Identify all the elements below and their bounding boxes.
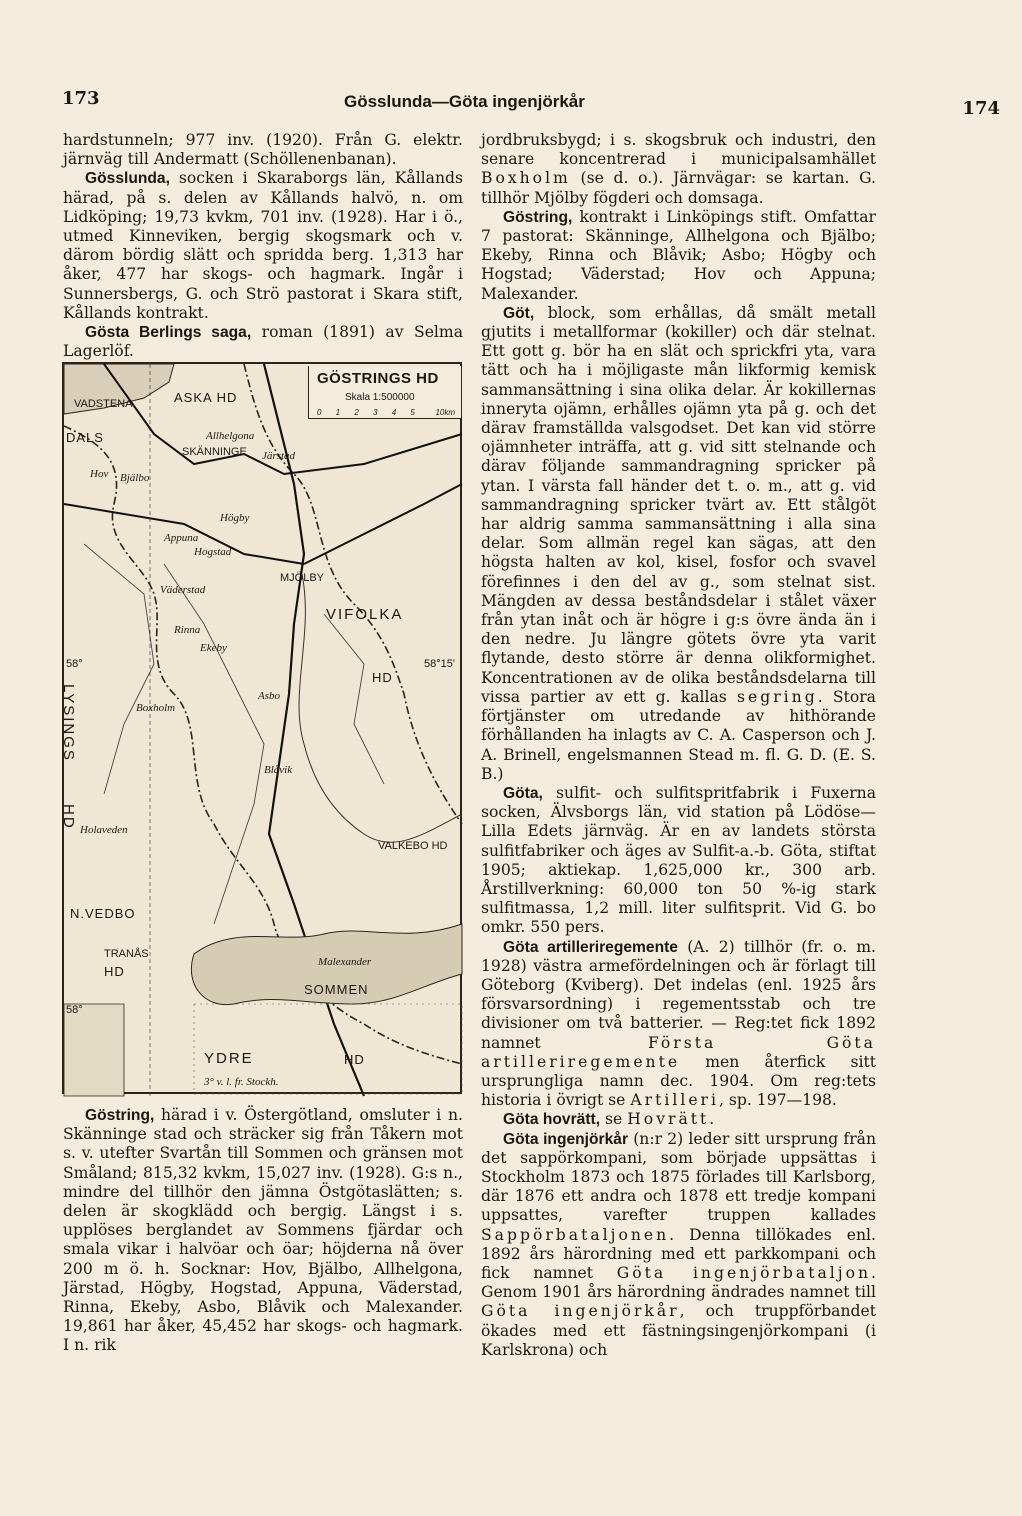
map-label-hogstad: Hogstad [194,546,232,558]
page-number-left: 173 [62,88,100,109]
map-label-hd-tranas: HD [104,964,125,979]
entry-gostring-harad: Göstring, härad i v. Östergötland, omsluter i n. Skänninge stad och sträcker sig från Tåkern mot s. v. utefter Svartån till Sommen och gränsen mot Småland; 815,32 kvkm, 15,027 inv. (1928). G:s n., mindre del tillhör den jämna Östgötaslätten; s. delen är skogklädd och bergig. Längst i s. upplöses berglandet av Sommens fjärdar och smala vikar i halvöar och öar; höjderna nå över 200 m ö. h. Socknar: Hov, Bjälbo, Allhelgona, Järstad, Högby, Hogstad, Appuna, Väderstad, Rinna, Ekeby, Asbo, Blåvik och Malexander. 19,861 har åker, 45,452 har skogs- och hagmark. I n. rik [63,1106,463,1355]
map-label-longitude: 3° v. l. fr. Stockh. [204,1076,279,1088]
page-header [62,88,1000,119]
entry-gosta-berlings-saga: Gösta Berlings saga, roman (1891) av Selma Lagerlöf. [63,323,463,361]
map-label-skanninge: SKÄNNINGE [182,446,247,458]
map-label-jarstad: Järstad [262,450,295,462]
map-label-nvedbo: N.VEDBO [70,906,136,921]
entry-continuation: hardstunneln; 977 inv. (1920). Från G. elektr. järnväg till Andermatt (Schöllenenbanan). [63,131,463,169]
headword: Göta hovrätt, [503,1111,601,1129]
map-label-hd-left: HD [60,804,77,830]
map-label-dals: DALS [66,430,104,445]
entry-got: Göt, block, som erhållas, då smält metall gjutits i metallformar (kokiller) och där stelnat. Ett gott g. bör ha en slät och sprickfri yta, vara tätt och ha i möjligaste mån likformig kemisk sammansättning i sina olika delar. Är kokillernas inneryta ojämn, erhålles ojämn yta på g. och det därav framställda valsgodset. Det kan vid större ojämnheter inträffa, att g. vid sitt stelnande och därav följande sammandragning spricker på ytan. I värsta fall händer det t. o. m., att g. vid sammandragning spricker tvärt av. Ett stålgöt har aldrig samma sammansättning i alla sina delar. Som allmän regel kan sägas, att den högsta halten av kol, kisel, fosfor och svavel förefinnes i den del av g., som stelnat sist. Mängden av dessa beståndsdelar i stålet växer från ytan inåt och är högre i g:s övre ända än i den nedre. Ju längre götets övre yta varit flytande, desto större är denna olikformighet. Koncentrationen av de olika beståndsdelarna till vissa partier av ett g. kallas segring. Stora förtjänster om utredande av hithörande förhållanden ha inlagts av C. A. Casperson och J. A. Brinell, engelsmannen Stead m. fl. G. D. (E. S. B.) [481,303,876,783]
map-label-appuna: Appuna [164,532,199,544]
map-label-rinna: Rinna [174,624,201,636]
map-label-vadstena: VADSTENA [74,398,133,410]
headword: Göstring, [503,208,573,226]
map-label-vifolka: VIFOLKA [326,606,404,623]
map-scale-unit: 10km [435,408,455,417]
railway-east [304,484,462,564]
map-label-lat-right: 58°15' [424,658,455,670]
map-label-asbo: Asbo [258,690,280,702]
map-label-bjalbo: Bjälbo [120,472,150,484]
headword: Göta artilleriregemente [503,938,678,956]
map-label-sommen: SOMMEN [304,982,369,997]
map-scale-ticks: 0 1 2 3 4 5 [317,408,421,417]
map-label-boxholm: Boxholm [136,702,176,714]
map-label-lat-left: 58° [66,658,83,670]
entry-gosslunda: Gösslunda, socken i Skaraborgs län, Kållands härad, på s. delen av Kållands halvö, n. om Lidköping; 19,73 kvkm, 701 inv. (1928). Har i ö., utmed Kinneviken, bergig skogsmark och v. därom bördig slätt och spridda berg. 1,313 har åker, 477 har skogs- och hagmark. Ingår i Sunnersbergs, G. och Strö pastorat i Skara stift, Kållands kontrakt. [63,169,463,322]
map-label-lysings: LYSINGS [60,684,77,762]
page-number-right: 174 [962,98,1000,119]
map-label-tranas: TRANÅS [104,948,149,960]
headword: Gösslunda, [85,170,170,188]
map-title: GÖSTRINGS HD [317,370,439,387]
map-label-ekeby: Ekeby [200,642,227,654]
map-label-aska: ASKA HD [174,390,238,405]
entry-continuation-right: jordbruksbygd; i s. skogsbruk och industri, den senare koncentrerad i municipalsamhället Boxholm (se d. o.). Järnvägar: se kartan. G. tillhör Mjölby fögderi och domsaga. [481,131,876,207]
corner-shading [64,1004,124,1096]
headword: Göta ingenjörkår [503,1130,629,1148]
district-boundary-east [244,364,462,824]
map-label-mjolby: MJÖLBY [280,572,325,584]
map-gostrings-harad [62,362,462,1094]
map-label-holaveden: Holaveden [80,824,128,836]
entry-gota-ingenjorkar: Göta ingenjörkår (n:r 2) leder sitt ursprung från det sappörkompani, som började uppsättas i Stockholm 1873 och 1875 förlades till Karlsborg, där 1876 ett andra och 1878 ett tredje kompani uppsattes, varefter truppen kallades Sappörbataljonen. Denna tillökades enl. 1892 års härordning med ett parkkompani och fick namnet Göta ingenjörbataljon. Genom 1901 års härordning ändrades namnet till Göta ingenjörkår, och truppförbandet ökades med ett fästningsingenjörkompani (i Karlskrona) och [481,1129,876,1359]
left-column-top [63,131,463,361]
map-label-malexander: Malexander [318,956,372,968]
running-head: Gösslunda—Göta ingenjörkår [344,92,585,111]
road-1 [164,564,264,924]
headword: Göta, [503,784,543,802]
map-legend [308,366,461,419]
right-column [481,131,876,1360]
left-column-bottom [63,1106,463,1356]
map-label-lat-bottom: 58° [66,1004,83,1016]
map-label-ydre: YDRE [204,1050,254,1067]
map-label-hd-mid: HD [372,670,393,685]
map-scale: Skala 1:500000 [345,392,415,403]
entry-gota: Göta, sulfit- och sulfitspritfabrik i Fuxerna socken, Älvsborgs län, vid station på Lödöse—Lilla Edets järnväg. Är en av landets största sulfitfabriker och äges av Sulfit-a.-b. Göta, stiftat 1905; aktiekap. 1,625,000 kr., 300 arb. Årstillverkning: 60,000 ton 50 %-ig stark sulfitmassa, 1,2 mill. liter sulfitsprit. Vid G. bo omkr. 550 pers. [481,783,876,937]
road-2 [84,544,154,794]
map-label-hogby: Högby [220,512,250,524]
entry-gostring-kontrakt: Göstring, kontrakt i Linköpings stift. Omfattar 7 pastorat: Skänninge, Allhelgona och Bjälbo; Ekeby, Rinna och Blåvik; Asbo; Högby och Hogstad; Väderstad; Hov och Appuna; Malexander. [481,207,876,303]
map-label-hov: Hov [90,468,109,480]
headword: Göt, [503,304,535,322]
entry-gota-artilleriregemente: Göta artilleriregemente (A. 2) tillhör (fr. o. m. 1928) västra armefördelningen och är förlagt till Göteborg (Kviberg). Det indelas (enl. 1925 års försvarsordning) i regementsstab och tre divisioner om två batterier. — Reg:tet fick 1892 namnet Första Göta artilleriregemente men återfick sitt ursprungliga namn dec. 1904. Om reg:tets historia i övrigt se Artilleri, sp. 197—198. [481,937,876,1110]
map-label-vaderstad: Väderstad [160,584,206,596]
map-label-blavik: Blåvik [264,764,293,776]
road-3 [324,614,384,784]
headword: Gösta Berlings saga, [85,324,252,342]
map-label-hd-ydre: HD [344,1052,365,1067]
map-label-valkebo: VALKEBO HD [378,840,448,852]
map-label-allhelgona: Allhelgona [206,430,255,442]
entry-gota-hovratt: Göta hovrätt, se Hovrätt. [503,1110,715,1129]
headword: Göstring, [85,1107,155,1124]
